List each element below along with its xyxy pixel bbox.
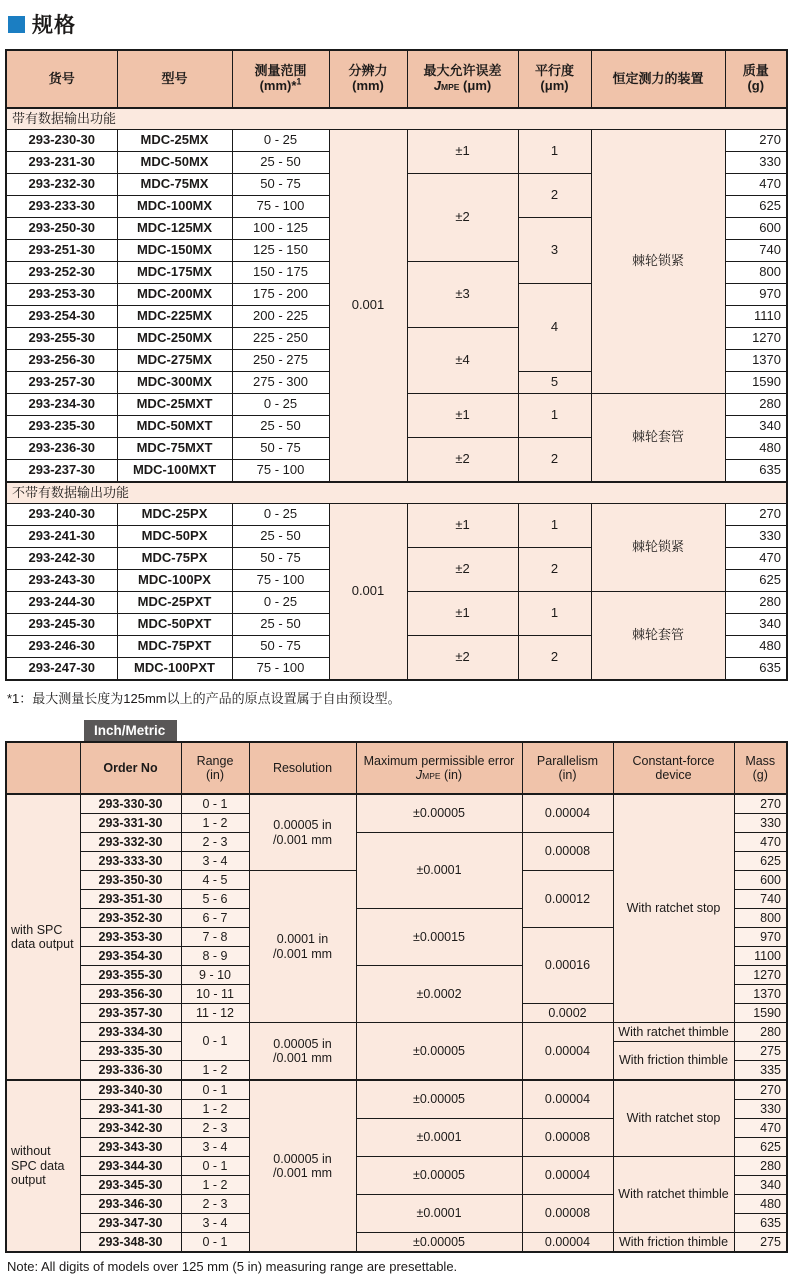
range-cell: 50 - 75 <box>232 636 329 658</box>
range-cell: 75 - 100 <box>232 196 329 218</box>
title-square-icon <box>8 16 25 33</box>
order-no-cell: 293-336-30 <box>80 1061 181 1081</box>
parallelism-cell: 2 <box>518 174 591 218</box>
max-error-cell: ±4 <box>407 328 518 394</box>
mass-cell: 1270 <box>734 966 787 985</box>
order-no-cell: 293-354-30 <box>80 947 181 966</box>
max-error-cell: ±0.00005 <box>356 1233 522 1253</box>
mass-cell: 280 <box>725 592 787 614</box>
mass-cell: 470 <box>734 1119 787 1138</box>
mass-cell: 1370 <box>725 350 787 372</box>
mass-cell: 335 <box>734 1061 787 1081</box>
range-cell: 0 - 25 <box>232 394 329 416</box>
parallelism-cell: 1 <box>518 592 591 636</box>
range-cell: 125 - 150 <box>232 240 329 262</box>
order-no-cell: 293-247-30 <box>6 658 117 681</box>
range-cell: 2 - 3 <box>181 1119 249 1138</box>
mass-cell: 800 <box>734 909 787 928</box>
model-cell: MDC-50MXT <box>117 416 232 438</box>
range-cell: 11 - 12 <box>181 1004 249 1023</box>
parallelism-cell: 0.00004 <box>522 1157 613 1195</box>
range-cell: 0 - 1 <box>181 794 249 814</box>
order-no-cell: 293-243-30 <box>6 570 117 592</box>
order-no-cell: 293-350-30 <box>80 871 181 890</box>
range-cell: 10 - 11 <box>181 985 249 1004</box>
range-cell: 3 - 4 <box>181 1214 249 1233</box>
table-row <box>6 794 787 814</box>
mass-cell: 635 <box>725 658 787 681</box>
mass-cell: 1590 <box>725 372 787 394</box>
mass-cell: 330 <box>734 1100 787 1119</box>
device-cell: With ratchet stop <box>613 794 734 1023</box>
order-no-cell: 293-330-30 <box>80 794 181 814</box>
range-cell: 1 - 2 <box>181 1100 249 1119</box>
col-header-range: 测量范围 (mm)*$^1$ <box>232 50 329 108</box>
order-no-cell: 293-344-30 <box>80 1157 181 1176</box>
section-row <box>6 482 787 504</box>
model-cell: MDC-75PX <box>117 548 232 570</box>
parallelism-cell: 0.00004 <box>522 794 613 833</box>
mass-cell: 470 <box>725 548 787 570</box>
max-error-cell: ±2 <box>407 174 518 262</box>
mass-cell: 270 <box>725 130 787 152</box>
parallelism-cell: 2 <box>518 438 591 483</box>
col-header-order-no: 货号 <box>6 50 117 108</box>
range-cell: 250 - 275 <box>232 350 329 372</box>
model-cell: MDC-25MXT <box>117 394 232 416</box>
range-cell: 2 - 3 <box>181 833 249 852</box>
model-cell: MDC-50MX <box>117 152 232 174</box>
range-cell: 4 - 5 <box>181 871 249 890</box>
col-header-mass: 质量 (g) <box>725 50 787 108</box>
model-cell: MDC-50PX <box>117 526 232 548</box>
resolution-cell: 0.00005 in /0.001 mm <box>249 1023 356 1081</box>
range-cell: 0 - 1 <box>181 1233 249 1253</box>
inch-spec-table <box>5 741 788 1253</box>
table-row <box>6 1080 787 1100</box>
model-cell: MDC-125MX <box>117 218 232 240</box>
device-cell: With ratchet stop <box>613 1080 734 1157</box>
order-no-cell: 293-346-30 <box>80 1195 181 1214</box>
range-cell: 75 - 100 <box>232 658 329 681</box>
parallelism-cell: 1 <box>518 394 591 438</box>
mass-cell: 600 <box>725 218 787 240</box>
order-no-cell: 293-340-30 <box>80 1080 181 1100</box>
col-header-parallelism: 平行度 (μm) <box>518 50 591 108</box>
range-cell: 0 - 25 <box>232 592 329 614</box>
order-no-cell: 293-236-30 <box>6 438 117 460</box>
model-cell: MDC-225MX <box>117 306 232 328</box>
col-header-mass: Mass (g) <box>734 742 787 794</box>
col-header-spc-group <box>6 742 80 794</box>
mass-cell: 800 <box>725 262 787 284</box>
mass-cell: 330 <box>734 814 787 833</box>
range-cell: 0 - 1 <box>181 1023 249 1061</box>
order-no-cell: 293-256-30 <box>6 350 117 372</box>
mass-cell: 625 <box>725 570 787 592</box>
max-error-cell: ±0.00005 <box>356 1157 522 1195</box>
mass-cell: 1270 <box>725 328 787 350</box>
order-no-cell: 293-237-30 <box>6 460 117 483</box>
page-title: 规格 <box>32 14 76 37</box>
mass-cell: 1110 <box>725 306 787 328</box>
order-no-cell: 293-333-30 <box>80 852 181 871</box>
order-no-cell: 293-334-30 <box>80 1023 181 1042</box>
order-no-cell: 293-331-30 <box>80 814 181 833</box>
mass-cell: 480 <box>725 438 787 460</box>
range-cell: 1 - 2 <box>181 814 249 833</box>
parallelism-cell: 3 <box>518 218 591 284</box>
metric-spec-table <box>5 49 788 681</box>
order-no-cell: 293-230-30 <box>6 130 117 152</box>
col-header-range: Range (in) <box>181 742 249 794</box>
range-cell: 3 - 4 <box>181 1138 249 1157</box>
mass-cell: 270 <box>734 794 787 814</box>
col-header-order-no: Order No <box>80 742 181 794</box>
section-row <box>6 108 787 130</box>
mass-cell: 1100 <box>734 947 787 966</box>
range-cell: 0 - 1 <box>181 1157 249 1176</box>
range-cell: 50 - 75 <box>232 548 329 570</box>
device-cell: With ratchet thimble <box>613 1157 734 1233</box>
range-cell: 2 - 3 <box>181 1195 249 1214</box>
order-no-cell: 293-352-30 <box>80 909 181 928</box>
range-cell: 75 - 100 <box>232 570 329 592</box>
mass-cell: 740 <box>734 890 787 909</box>
range-cell: 8 - 9 <box>181 947 249 966</box>
model-cell: MDC-100MX <box>117 196 232 218</box>
order-no-cell: 293-351-30 <box>80 890 181 909</box>
model-cell: MDC-275MX <box>117 350 232 372</box>
order-no-cell: 293-250-30 <box>6 218 117 240</box>
model-cell: MDC-50PXT <box>117 614 232 636</box>
range-cell: 25 - 50 <box>232 416 329 438</box>
col-header-parallelism: Parallelism (in) <box>522 742 613 794</box>
parallelism-cell: 0.00004 <box>522 1080 613 1119</box>
mass-cell: 340 <box>734 1176 787 1195</box>
mass-cell: 600 <box>734 871 787 890</box>
order-no-cell: 293-341-30 <box>80 1100 181 1119</box>
max-error-cell: ±2 <box>407 438 518 483</box>
bottom-note: Note: All digits of models over 125 mm (5 in) measuring range are presettable. <box>7 1259 458 1274</box>
mass-cell: 740 <box>725 240 787 262</box>
mass-cell: 1370 <box>734 985 787 1004</box>
mass-cell: 480 <box>725 636 787 658</box>
col-header-max-error: 最大允许误差 JMPE (μm) <box>407 50 518 108</box>
mass-cell: 970 <box>725 284 787 306</box>
table-row <box>6 1157 787 1176</box>
max-error-cell: ±0.00005 <box>356 794 522 833</box>
table-row <box>6 1233 787 1253</box>
max-error-cell: ±0.0001 <box>356 1195 522 1233</box>
order-no-cell: 293-253-30 <box>6 284 117 306</box>
range-cell: 275 - 300 <box>232 372 329 394</box>
parallelism-cell: 1 <box>518 130 591 174</box>
section-label: 带有数据输出功能 <box>6 108 787 130</box>
parallelism-cell: 0.00004 <box>522 1023 613 1081</box>
mass-cell: 340 <box>725 416 787 438</box>
range-cell: 50 - 75 <box>232 438 329 460</box>
mass-cell: 330 <box>725 152 787 174</box>
col-header-resolution: Resolution <box>249 742 356 794</box>
header-row <box>6 742 787 794</box>
table-row <box>6 504 787 526</box>
spc-group-cell: without SPC data output <box>6 1080 80 1252</box>
range-cell: 150 - 175 <box>232 262 329 284</box>
mass-cell: 280 <box>725 394 787 416</box>
parallelism-cell: 4 <box>518 284 591 372</box>
resolution-cell: 0.001 <box>329 504 407 681</box>
range-cell: 100 - 125 <box>232 218 329 240</box>
order-no-cell: 293-234-30 <box>6 394 117 416</box>
max-error-cell: ±0.0001 <box>356 1119 522 1157</box>
max-error-cell: ±2 <box>407 548 518 592</box>
order-no-cell: 293-257-30 <box>6 372 117 394</box>
resolution-cell: 0.0001 in /0.001 mm <box>249 871 356 1023</box>
order-no-cell: 293-244-30 <box>6 592 117 614</box>
range-cell: 0 - 25 <box>232 504 329 526</box>
col-header-max-error: Maximum permissible error JMPE (in) <box>356 742 522 794</box>
model-cell: MDC-75MXT <box>117 438 232 460</box>
order-no-cell: 293-356-30 <box>80 985 181 1004</box>
order-no-cell: 293-232-30 <box>6 174 117 196</box>
model-cell: MDC-100PXT <box>117 658 232 681</box>
mass-cell: 625 <box>734 852 787 871</box>
order-no-cell: 293-233-30 <box>6 196 117 218</box>
order-no-cell: 293-235-30 <box>6 416 117 438</box>
max-error-cell: ±1 <box>407 592 518 636</box>
order-no-cell: 293-241-30 <box>6 526 117 548</box>
order-no-cell: 293-347-30 <box>80 1214 181 1233</box>
col-header-model: 型号 <box>117 50 232 108</box>
range-cell: 25 - 50 <box>232 614 329 636</box>
header-row <box>6 50 787 108</box>
range-cell: 1 - 2 <box>181 1176 249 1195</box>
order-no-cell: 293-357-30 <box>80 1004 181 1023</box>
max-error-cell: ±0.0002 <box>356 966 522 1023</box>
order-no-cell: 293-251-30 <box>6 240 117 262</box>
model-cell: MDC-100MXT <box>117 460 232 483</box>
mass-cell: 635 <box>734 1214 787 1233</box>
spc-group-cell: with SPC data output <box>6 794 80 1080</box>
mass-cell: 635 <box>725 460 787 483</box>
device-cell: With ratchet thimble <box>613 1023 734 1042</box>
device-cell: 棘轮锁紧 <box>591 130 725 394</box>
inch-metric-tab: Inch/Metric <box>84 720 177 741</box>
order-no-cell: 293-332-30 <box>80 833 181 852</box>
max-error-cell: ±0.0001 <box>356 833 522 909</box>
range-cell: 200 - 225 <box>232 306 329 328</box>
model-cell: MDC-100PX <box>117 570 232 592</box>
order-no-cell: 293-353-30 <box>80 928 181 947</box>
order-no-cell: 293-240-30 <box>6 504 117 526</box>
device-cell: 棘轮锁紧 <box>591 504 725 592</box>
parallelism-cell: 0.00004 <box>522 1233 613 1253</box>
parallelism-cell: 0.00008 <box>522 833 613 871</box>
resolution-cell: 0.00005 in /0.001 mm <box>249 794 356 871</box>
device-cell: With friction thimble <box>613 1233 734 1253</box>
model-cell: MDC-25PXT <box>117 592 232 614</box>
range-cell: 7 - 8 <box>181 928 249 947</box>
range-cell: 1 - 2 <box>181 1061 249 1081</box>
device-cell: 棘轮套管 <box>591 592 725 681</box>
mass-cell: 970 <box>734 928 787 947</box>
parallelism-cell: 2 <box>518 548 591 592</box>
model-cell: MDC-200MX <box>117 284 232 306</box>
range-cell: 0 - 1 <box>181 1080 249 1100</box>
max-error-cell: ±3 <box>407 262 518 328</box>
device-cell: With friction thimble <box>613 1042 734 1081</box>
parallelism-cell: 0.00012 <box>522 871 613 928</box>
order-no-cell: 293-335-30 <box>80 1042 181 1061</box>
order-no-cell: 293-231-30 <box>6 152 117 174</box>
model-cell: MDC-75PXT <box>117 636 232 658</box>
mass-cell: 270 <box>734 1080 787 1100</box>
table-row <box>6 130 787 152</box>
order-no-cell: 293-343-30 <box>80 1138 181 1157</box>
order-no-cell: 293-345-30 <box>80 1176 181 1195</box>
parallelism-cell: 2 <box>518 636 591 681</box>
mass-cell: 1590 <box>734 1004 787 1023</box>
mass-cell: 625 <box>725 196 787 218</box>
order-no-cell: 293-255-30 <box>6 328 117 350</box>
max-error-cell: ±2 <box>407 636 518 681</box>
mass-cell: 470 <box>725 174 787 196</box>
mass-cell: 330 <box>725 526 787 548</box>
mass-cell: 340 <box>725 614 787 636</box>
section-label: 不带有数据输出功能 <box>6 482 787 504</box>
range-cell: 75 - 100 <box>232 460 329 483</box>
model-cell: MDC-175MX <box>117 262 232 284</box>
col-header-device: Constant-force device <box>613 742 734 794</box>
mass-cell: 625 <box>734 1138 787 1157</box>
footnote: *1：最大测量长度为125mm以上的产品的原点设置属于自由预设型。 <box>7 691 401 706</box>
range-cell: 25 - 50 <box>232 526 329 548</box>
order-no-cell: 293-342-30 <box>80 1119 181 1138</box>
range-cell: 225 - 250 <box>232 328 329 350</box>
model-cell: MDC-25MX <box>117 130 232 152</box>
mass-cell: 480 <box>734 1195 787 1214</box>
max-error-cell: ±1 <box>407 394 518 438</box>
parallelism-cell: 5 <box>518 372 591 394</box>
mass-cell: 270 <box>725 504 787 526</box>
range-cell: 175 - 200 <box>232 284 329 306</box>
max-error-cell: ±0.00015 <box>356 909 522 966</box>
range-cell: 5 - 6 <box>181 890 249 909</box>
range-cell: 6 - 7 <box>181 909 249 928</box>
max-error-cell: ±1 <box>407 130 518 174</box>
parallelism-cell: 0.00008 <box>522 1195 613 1233</box>
parallelism-cell: 0.00008 <box>522 1119 613 1157</box>
mass-cell: 280 <box>734 1157 787 1176</box>
parallelism-cell: 1 <box>518 504 591 548</box>
mass-cell: 280 <box>734 1023 787 1042</box>
order-no-cell: 293-252-30 <box>6 262 117 284</box>
resolution-cell: 0.001 <box>329 130 407 483</box>
range-cell: 9 - 10 <box>181 966 249 985</box>
range-cell: 0 - 25 <box>232 130 329 152</box>
max-error-cell: ±0.00005 <box>356 1023 522 1081</box>
model-cell: MDC-25PX <box>117 504 232 526</box>
parallelism-cell: 0.00016 <box>522 928 613 1004</box>
order-no-cell: 293-242-30 <box>6 548 117 570</box>
device-cell: 棘轮套管 <box>591 394 725 483</box>
order-no-cell: 293-355-30 <box>80 966 181 985</box>
order-no-cell: 293-254-30 <box>6 306 117 328</box>
parallelism-cell: 0.0002 <box>522 1004 613 1023</box>
page-header <box>8 9 790 39</box>
model-cell: MDC-75MX <box>117 174 232 196</box>
col-header-resolution: 分辨力 (mm) <box>329 50 407 108</box>
range-cell: 25 - 50 <box>232 152 329 174</box>
resolution-cell: 0.00005 in /0.001 mm <box>249 1080 356 1252</box>
order-no-cell: 293-245-30 <box>6 614 117 636</box>
mass-cell: 275 <box>734 1042 787 1061</box>
model-cell: MDC-150MX <box>117 240 232 262</box>
range-cell: 50 - 75 <box>232 174 329 196</box>
max-error-cell: ±0.00005 <box>356 1080 522 1119</box>
max-error-cell: ±1 <box>407 504 518 548</box>
mass-cell: 275 <box>734 1233 787 1253</box>
model-cell: MDC-300MX <box>117 372 232 394</box>
model-cell: MDC-250MX <box>117 328 232 350</box>
col-header-device: 恒定测力的装置 <box>591 50 725 108</box>
order-no-cell: 293-246-30 <box>6 636 117 658</box>
order-no-cell: 293-348-30 <box>80 1233 181 1253</box>
range-cell: 3 - 4 <box>181 852 249 871</box>
mass-cell: 470 <box>734 833 787 852</box>
table-row <box>6 1023 787 1042</box>
